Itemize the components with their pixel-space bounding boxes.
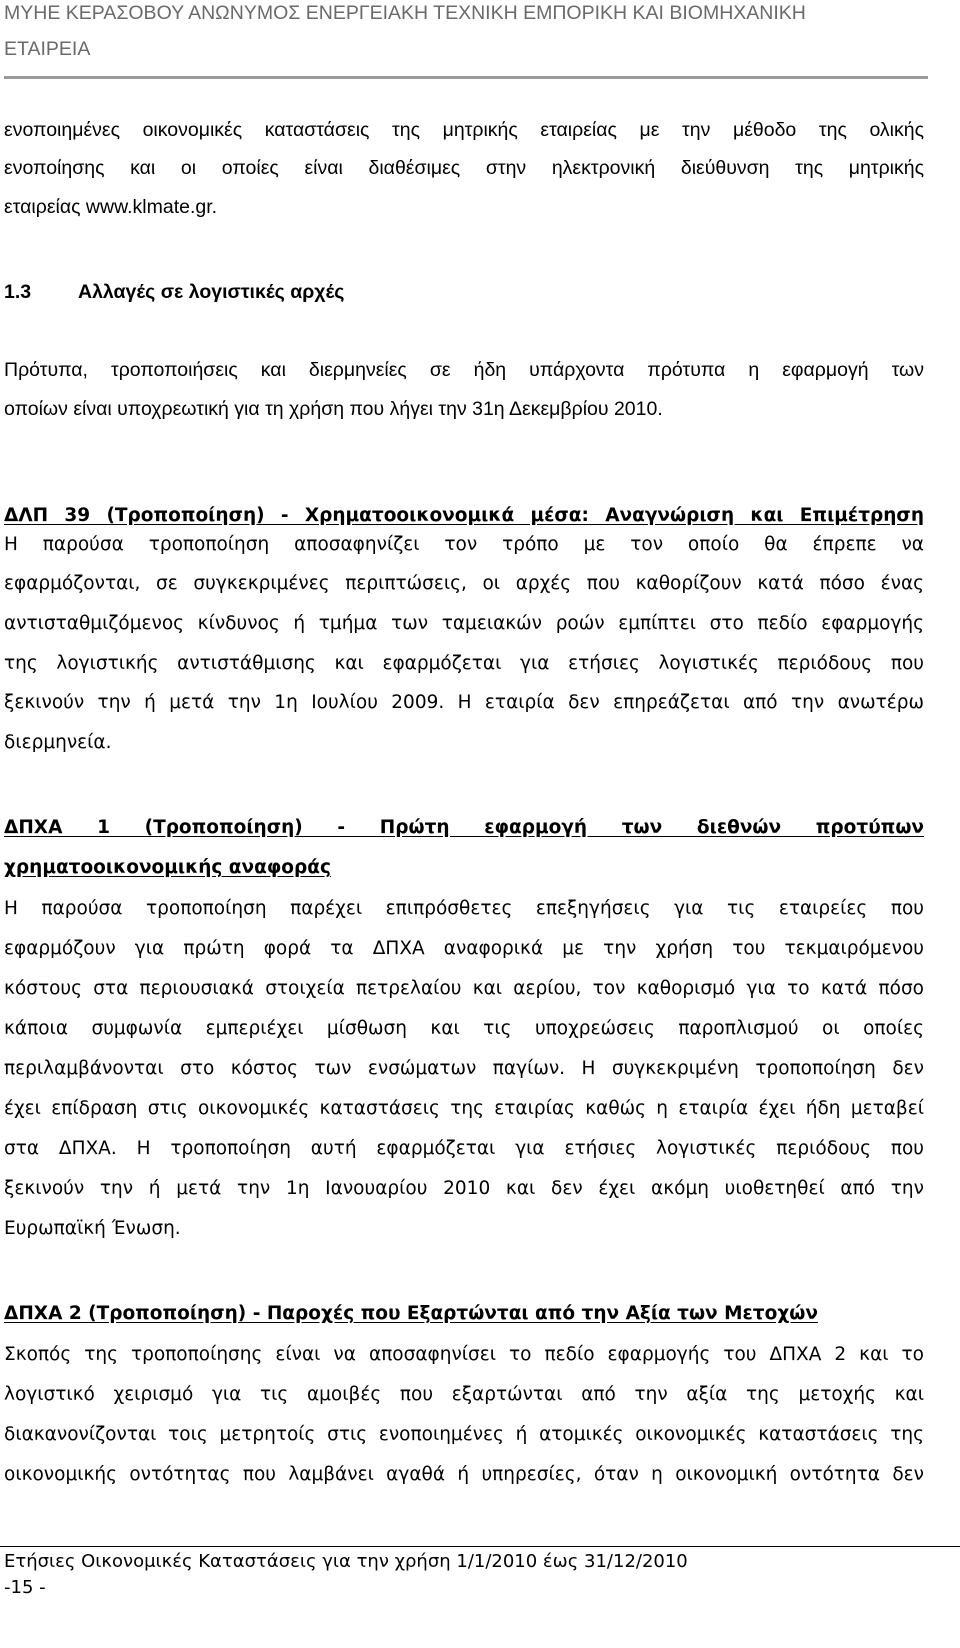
- intro-line: εταιρείας www.klmate.gr.: [4, 196, 218, 218]
- intro-line: ενοποίησης και οι οποίες είναι διαθέσιμες στην ηλεκτρονική διεύθυνση της μητρικής: [4, 157, 924, 179]
- subsection-heading: ΔΠΧΑ 2 (Τροποποίηση) - Παροχές που Εξαρτώνται από την Αξία των Μετοχών: [4, 1303, 818, 1324]
- paragraph-line: έχει επίδραση στις οικονομικές καταστάσεις της εταιρίας καθώς η εταιρία έχει ήδη μεταβεί: [4, 1098, 924, 1119]
- paragraph-line: ξεκινούν την ή μετά την 1η Ιανουαρίου 2010 και δεν έχει ακόμη υιοθετηθεί από την: [4, 1178, 924, 1199]
- paragraph-line: στα ΔΠΧΑ. Η τροποποίηση αυτή εφαρμόζεται για ετήσιες λογιστικές περιόδους που: [4, 1138, 924, 1159]
- intro-line: ενοποιημένες οικονομικές καταστάσεις της μητρικής εταιρείας με την μέθοδο της ολικής: [4, 119, 924, 141]
- paragraph-line: οικονομικής οντότητας που λαμβάνει αγαθά ή υπηρεσίες, όταν η οικονομική οντότητα δεν: [4, 1464, 924, 1485]
- section-text-line: Πρότυπα, τροποποιήσεις και διερμηνείες σε ήδη υπάρχοντα πρότυπα η εφαρμογή των: [4, 359, 924, 381]
- section-text-line: οποίων είναι υποχρεωτική για τη χρήση που λήγει την 31η Δεκεμβρίου 2010.: [4, 398, 663, 420]
- paragraph-line: Η παρούσα τροποποίηση αποσαφηνίζει τον τρόπο με τον οποίο θα έπρεπε να: [4, 534, 924, 555]
- paragraph-line: περιλαμβάνονται στο κόστος των ενσώματων παγίων. Η συγκεκριμένη τροποποίηση δεν: [4, 1058, 924, 1079]
- paragraph-line: αντισταθμιζόμενος κίνδυνος ή τμήμα των ταμειακών ροών εμπίπτει στο πεδίο εφαρμογής: [4, 613, 924, 634]
- paragraph-line: εφαρμόζονται, σε συγκεκριμένες περιπτώσεις, οι αρχές που καθορίζουν κατά πόσο ένας: [4, 573, 924, 594]
- paragraph-line: κάποια συμφωνία εμπεριέχει μίσθωση και τις υποχρεώσεις παροπλισμού οι οποίες: [4, 1018, 924, 1039]
- paragraph-line: λογιστικό χειρισμό για τις αμοιβές που εξαρτώνται από την αξία της μετοχής και: [4, 1384, 924, 1405]
- footer-divider: [0, 1546, 960, 1547]
- running-header-line1: ΜΥΗΕ ΚΕΡΑΣΟΒΟΥ ΑΝΩΝΥΜΟΣ ΕΝΕΡΓΕΙΑΚΗ ΤΕΧΝΙΚΗ ΕΜΠΟΡΙΚΗ ΚΑΙ ΒΙΟΜΗΧΑΝΙΚΗ: [4, 2, 806, 24]
- subsection-heading: ΔΛΠ 39 (Τροποποίηση) - Χρηματοοικονομικά μέσα: Αναγνώριση και Επιμέτρηση: [4, 505, 924, 526]
- running-header-line2: ΕΤΑΙΡΕΙΑ: [4, 38, 91, 60]
- section-number: 1.3: [4, 281, 32, 303]
- header-divider: [4, 76, 928, 79]
- paragraph-line: κόστους στα περιουσιακά στοιχεία πετρελαίου και αερίου, τον καθορισμό για το κατά πόσο: [4, 978, 924, 999]
- paragraph-line: Ευρωπαϊκή Ένωση.: [4, 1218, 181, 1239]
- footer-title: Ετήσιες Οικονομικές Καταστάσεις για την χρήση 1/1/2010 έως 31/12/2010: [4, 1551, 688, 1572]
- paragraph-line: διερμηνεία.: [4, 732, 112, 753]
- section-title: Αλλαγές σε λογιστικές αρχές: [78, 281, 345, 303]
- paragraph-line: Σκοπός της τροποποίησης είναι να αποσαφηνίσει το πεδίο εφαρμογής του ΔΠΧΑ 2 και το: [4, 1344, 924, 1365]
- subsection-heading: ΔΠΧΑ 1 (Τροποποίηση) - Πρώτη εφαρμογή των διεθνών προτύπων: [4, 817, 924, 838]
- paragraph-line: διακανονίζονται τοις μετρητοίς στις ενοποιημένες ή ατομικές οικονομικές καταστάσεις της: [4, 1424, 924, 1445]
- paragraph-line: ξεκινούν την ή μετά την 1η Ιουλίου 2009. Η εταιρία δεν επηρεάζεται από την ανωτέρω: [4, 692, 924, 713]
- subsection-heading-cont: χρηματοοικονομικής αναφοράς: [4, 857, 331, 878]
- paragraph-line: της λογιστικής αντιστάθμισης και εφαρμόζεται για ετήσιες λογιστικές περιόδους που: [4, 653, 924, 674]
- paragraph-line: Η παρούσα τροποποίηση παρέχει επιπρόσθετες επεξηγήσεις για τις εταιρείες που: [4, 898, 924, 919]
- page-number: -15 -: [4, 1577, 46, 1598]
- paragraph-line: εφαρμόζουν για πρώτη φορά τα ΔΠΧΑ αναφορικά με την χρήση του τεκμαιρόμενου: [4, 938, 924, 959]
